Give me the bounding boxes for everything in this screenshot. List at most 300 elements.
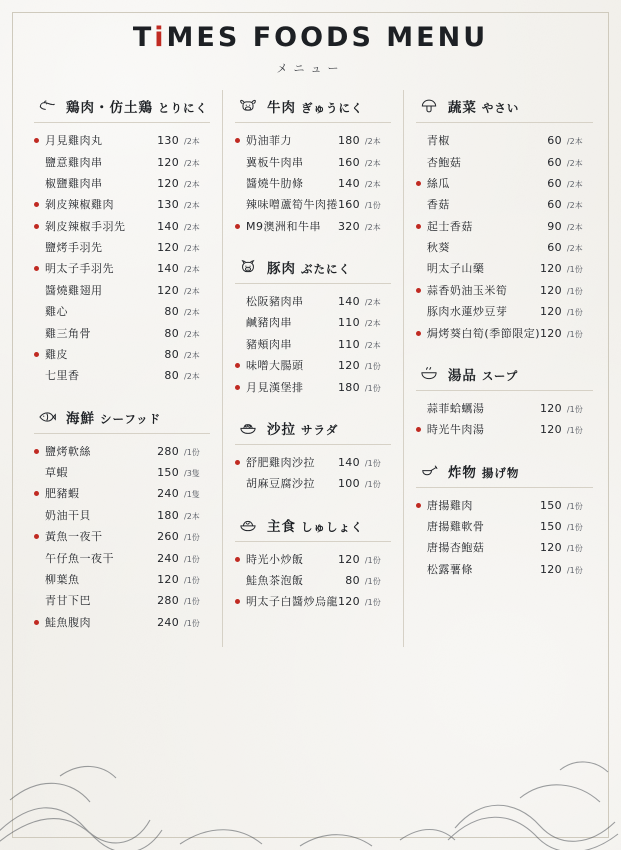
section-title-kana: シーフッド bbox=[100, 411, 162, 426]
item-name: M9澳洲和牛串 bbox=[246, 220, 321, 232]
menu-item[interactable] bbox=[34, 483, 210, 504]
item-unit: /1份 bbox=[364, 362, 381, 372]
bullet-dot-icon bbox=[416, 181, 421, 186]
menu-item[interactable] bbox=[235, 376, 391, 397]
item-name: 雞皮 bbox=[45, 348, 68, 360]
item-price: 60 bbox=[547, 155, 562, 169]
item-name: 剝皮辣椒雞肉 bbox=[45, 199, 114, 211]
item-unit: /2本 bbox=[566, 158, 583, 168]
item-unit: /1份 bbox=[566, 565, 583, 575]
item-name: 月見漢堡排 bbox=[246, 381, 304, 393]
bullet-dot-icon bbox=[34, 202, 39, 207]
menu-item[interactable] bbox=[34, 590, 210, 611]
bullet-dot-icon bbox=[235, 160, 240, 165]
menu-section-鶏肉・仿土鶏 bbox=[34, 90, 210, 387]
item-price: 150 bbox=[540, 498, 562, 512]
item-price: 110 bbox=[338, 337, 360, 351]
pig-icon bbox=[237, 257, 259, 277]
menu-section-沙拉 bbox=[235, 412, 391, 495]
item-name: 椒鹽雞肉串 bbox=[45, 177, 103, 189]
menu-item[interactable] bbox=[235, 130, 391, 151]
item-unit: /1份 bbox=[566, 286, 583, 296]
menu-item[interactable] bbox=[416, 559, 593, 580]
item-unit: /2本 bbox=[184, 511, 200, 521]
bullet-dot-icon bbox=[416, 138, 421, 143]
item-name: 時光牛肉湯 bbox=[426, 424, 485, 436]
rice-icon bbox=[237, 515, 259, 535]
item-unit: /2本 bbox=[364, 298, 381, 308]
item-name: 雞三角骨 bbox=[45, 327, 91, 339]
section-divider bbox=[235, 444, 391, 445]
item-price: 160 bbox=[338, 198, 360, 212]
section-title bbox=[448, 364, 518, 384]
item-name: 時光小炒飯 bbox=[246, 553, 304, 565]
bullet-dot-icon bbox=[34, 138, 39, 143]
section-divider bbox=[416, 487, 593, 488]
item-unit: /1份 bbox=[364, 201, 381, 211]
bullet-dot-icon bbox=[34, 331, 39, 336]
item-name: 柳葉魚 bbox=[45, 573, 80, 585]
item-name: 黃魚一夜干 bbox=[45, 531, 103, 543]
section-title-kana: サラダ bbox=[301, 422, 339, 437]
bullet-dot-icon bbox=[235, 599, 240, 604]
section-header bbox=[235, 509, 391, 541]
chicken-icon bbox=[36, 96, 58, 116]
item-name: 剝皮辣椒手羽先 bbox=[45, 220, 126, 232]
fried-icon bbox=[418, 461, 440, 481]
section-divider bbox=[34, 122, 210, 123]
item-unit: /1份 bbox=[184, 618, 200, 628]
item-unit: /2本 bbox=[566, 201, 583, 211]
menu-item[interactable] bbox=[34, 130, 210, 151]
item-price: 120 bbox=[540, 262, 562, 276]
item-name: 明太子山藥 bbox=[426, 263, 485, 275]
item-name: 草蝦 bbox=[45, 467, 68, 479]
item-price: 80 bbox=[164, 326, 179, 340]
item-name: 鹹豬肉串 bbox=[246, 317, 292, 329]
section-title bbox=[267, 515, 364, 535]
item-price: 120 bbox=[157, 241, 179, 255]
menu-item[interactable] bbox=[416, 537, 593, 558]
bullet-dot-icon bbox=[235, 363, 240, 368]
item-unit: /2本 bbox=[184, 137, 200, 147]
bullet-dot-icon bbox=[416, 427, 421, 432]
section-title-kana: ぶたにく bbox=[301, 261, 351, 276]
item-unit: /1份 bbox=[364, 383, 381, 393]
bullet-dot-icon bbox=[34, 266, 39, 271]
menu-item[interactable] bbox=[34, 151, 210, 172]
menu-item[interactable] bbox=[34, 569, 210, 590]
item-unit: /1份 bbox=[566, 329, 583, 339]
item-price: 240 bbox=[157, 551, 179, 565]
bullet-dot-icon bbox=[34, 160, 39, 165]
section-title-zh: 炸物 bbox=[447, 464, 477, 481]
item-price: 180 bbox=[338, 380, 360, 394]
item-unit: /2本 bbox=[184, 372, 200, 382]
item-name: 絲瓜 bbox=[426, 177, 450, 189]
item-unit: /2本 bbox=[184, 201, 200, 211]
menu-item[interactable] bbox=[34, 258, 210, 279]
section-header bbox=[235, 90, 391, 122]
section-header bbox=[34, 401, 210, 433]
wave-decoration bbox=[0, 740, 621, 850]
item-name: 豬頰肉串 bbox=[246, 338, 292, 350]
item-price: 60 bbox=[547, 134, 562, 148]
item-unit: /2本 bbox=[364, 222, 381, 232]
item-name: 舒肥雞肉沙拉 bbox=[246, 456, 315, 468]
menu-item[interactable] bbox=[34, 547, 210, 568]
item-name: 鹽意雞肉串 bbox=[45, 156, 103, 168]
item-unit: /1份 bbox=[364, 480, 381, 490]
bullet-dot-icon bbox=[416, 245, 421, 250]
bullet-dot-icon bbox=[235, 320, 240, 325]
section-title bbox=[267, 96, 364, 116]
item-name: 起士香菇 bbox=[426, 220, 473, 232]
bullet-dot-icon bbox=[416, 406, 421, 411]
section-header bbox=[235, 251, 391, 283]
item-name: 明太子白醬炒烏龍 bbox=[246, 596, 338, 608]
section-title bbox=[448, 461, 520, 481]
menu-item[interactable] bbox=[235, 173, 391, 194]
menu-item[interactable] bbox=[416, 322, 593, 343]
item-unit: /1份 bbox=[364, 458, 381, 468]
bullet-dot-icon bbox=[235, 481, 240, 486]
item-price: 120 bbox=[157, 572, 179, 586]
bullet-dot-icon bbox=[235, 342, 240, 347]
bullet-dot-icon bbox=[34, 598, 39, 603]
menu-item[interactable] bbox=[416, 280, 593, 301]
menu-item[interactable] bbox=[235, 570, 391, 591]
item-unit: /1份 bbox=[184, 447, 200, 457]
item-price: 80 bbox=[164, 347, 179, 361]
item-name: 味噌大腸頭 bbox=[246, 360, 304, 372]
item-price: 80 bbox=[164, 369, 179, 383]
item-unit: /2本 bbox=[184, 286, 200, 296]
section-title-zh: 海鮮 bbox=[66, 410, 95, 427]
bullet-dot-icon bbox=[235, 299, 240, 304]
menu-item[interactable] bbox=[34, 505, 210, 526]
menu-item[interactable] bbox=[235, 194, 391, 215]
item-name: 青甘下巴 bbox=[45, 595, 91, 607]
bullet-dot-icon bbox=[416, 266, 421, 271]
item-unit: /1份 bbox=[364, 598, 381, 608]
menu-item[interactable] bbox=[235, 334, 391, 355]
menu-item[interactable] bbox=[416, 301, 593, 322]
item-name: 午仔魚一夜干 bbox=[45, 552, 114, 564]
item-unit: /1份 bbox=[184, 554, 200, 564]
menu-item[interactable] bbox=[235, 216, 391, 237]
item-name: 胡麻豆腐沙拉 bbox=[246, 478, 315, 490]
bullet-dot-icon bbox=[34, 245, 39, 250]
menu-item[interactable] bbox=[416, 495, 593, 516]
title-rest: MES FOODS MENU bbox=[166, 22, 489, 53]
section-divider bbox=[416, 390, 593, 391]
item-name: 松露薯條 bbox=[426, 563, 473, 575]
bullet-dot-icon bbox=[416, 224, 421, 229]
item-price: 140 bbox=[157, 262, 179, 276]
menu-item[interactable] bbox=[416, 419, 593, 440]
menu-item[interactable] bbox=[34, 526, 210, 547]
menu-item[interactable] bbox=[416, 216, 593, 237]
menu-item[interactable] bbox=[235, 591, 391, 612]
item-unit: /1份 bbox=[184, 575, 200, 585]
bullet-dot-icon bbox=[34, 534, 39, 539]
item-unit: /2本 bbox=[184, 329, 200, 339]
item-unit: /2本 bbox=[566, 244, 583, 254]
item-price: 280 bbox=[157, 444, 179, 458]
item-unit: /1份 bbox=[566, 523, 583, 533]
item-name: 松阪豬肉串 bbox=[246, 296, 304, 308]
section-title-zh: 沙拉 bbox=[267, 421, 296, 438]
bullet-dot-icon bbox=[416, 160, 421, 165]
menu-section-蔬菜 bbox=[416, 90, 593, 344]
menu-item[interactable] bbox=[235, 291, 391, 312]
item-price: 130 bbox=[157, 198, 179, 212]
item-name: 奶油菲力 bbox=[246, 135, 292, 147]
bullet-dot-icon bbox=[235, 181, 240, 186]
menu-item[interactable] bbox=[34, 237, 210, 258]
menu-section-豚肉 bbox=[235, 251, 391, 398]
bullet-dot-icon bbox=[235, 202, 240, 207]
bullet-dot-icon bbox=[34, 513, 39, 518]
bullet-dot-icon bbox=[235, 578, 240, 583]
menu-item[interactable] bbox=[416, 173, 593, 194]
item-price: 120 bbox=[338, 595, 360, 609]
item-price: 120 bbox=[540, 423, 562, 437]
menu-column-1 bbox=[22, 90, 222, 647]
item-price: 120 bbox=[157, 283, 179, 297]
section-header bbox=[235, 412, 391, 444]
section-header bbox=[416, 455, 593, 487]
item-unit: /2本 bbox=[566, 222, 583, 232]
bullet-dot-icon bbox=[235, 385, 240, 390]
menu-item[interactable] bbox=[235, 549, 391, 570]
cow-icon bbox=[237, 96, 259, 116]
menu-item[interactable] bbox=[235, 355, 391, 376]
menu-item[interactable] bbox=[416, 151, 593, 172]
item-name: 醬燒牛肋條 bbox=[246, 177, 304, 189]
item-price: 120 bbox=[540, 541, 562, 555]
menu-section-湯品 bbox=[416, 358, 593, 441]
item-unit: /1份 bbox=[566, 308, 583, 318]
item-unit: /1份 bbox=[566, 265, 583, 275]
mushroom-icon bbox=[418, 96, 440, 116]
menu-item[interactable] bbox=[416, 237, 593, 258]
menu-item[interactable] bbox=[34, 301, 210, 322]
item-price: 120 bbox=[540, 283, 562, 297]
bullet-dot-icon bbox=[235, 224, 240, 229]
menu-column-3 bbox=[404, 90, 605, 647]
bullet-dot-icon bbox=[416, 331, 421, 336]
section-divider bbox=[34, 433, 210, 434]
item-unit: /3隻 bbox=[184, 469, 200, 479]
salad-icon bbox=[237, 418, 259, 438]
item-name: 唐揚杏鮑菇 bbox=[426, 542, 485, 554]
menu-columns bbox=[22, 90, 599, 647]
menu-item[interactable] bbox=[34, 365, 210, 386]
bullet-dot-icon bbox=[416, 309, 421, 314]
bullet-dot-icon bbox=[416, 524, 421, 529]
menu-item[interactable] bbox=[416, 258, 593, 279]
item-price: 120 bbox=[540, 326, 562, 340]
item-unit: /1份 bbox=[566, 404, 583, 414]
section-header bbox=[34, 90, 210, 122]
item-unit: /2本 bbox=[364, 319, 381, 329]
bullet-dot-icon bbox=[34, 309, 39, 314]
bullet-dot-icon bbox=[34, 449, 39, 454]
section-title bbox=[267, 257, 351, 277]
menu-item[interactable] bbox=[34, 173, 210, 194]
menu-section-牛肉 bbox=[235, 90, 391, 237]
bullet-dot-icon bbox=[34, 577, 39, 582]
menu-item[interactable] bbox=[235, 473, 391, 494]
bullet-dot-icon bbox=[34, 181, 39, 186]
soup-icon bbox=[418, 364, 440, 384]
bullet-dot-icon bbox=[34, 224, 39, 229]
menu-section-炸物 bbox=[416, 455, 593, 581]
item-name: 蒜菲蛤蠣湯 bbox=[426, 402, 485, 414]
section-title bbox=[66, 407, 161, 427]
item-name: 鮭魚茶泡飯 bbox=[246, 575, 304, 587]
item-price: 120 bbox=[540, 305, 562, 319]
item-price: 130 bbox=[157, 134, 179, 148]
item-unit: /1份 bbox=[566, 426, 583, 436]
menu-item[interactable] bbox=[416, 516, 593, 537]
section-title-zh: 湯品 bbox=[447, 367, 477, 384]
menu-item[interactable] bbox=[34, 280, 210, 301]
item-price: 120 bbox=[338, 552, 360, 566]
section-title-kana: スープ bbox=[481, 368, 519, 383]
item-name: 豚肉水蓮炒豆芽 bbox=[426, 306, 508, 318]
item-price: 180 bbox=[338, 134, 360, 148]
item-name: 冀板牛肉串 bbox=[246, 156, 304, 168]
section-header bbox=[416, 90, 593, 122]
bullet-dot-icon bbox=[416, 567, 421, 572]
item-price: 140 bbox=[338, 455, 360, 469]
section-title-kana: しゅしょく bbox=[301, 519, 364, 534]
bullet-dot-icon bbox=[34, 352, 39, 357]
section-header bbox=[416, 358, 593, 390]
menu-item[interactable] bbox=[235, 452, 391, 473]
bullet-dot-icon bbox=[34, 470, 39, 475]
item-name: 七里香 bbox=[45, 370, 80, 382]
item-name: 青椒 bbox=[426, 135, 450, 147]
item-unit: /2本 bbox=[184, 179, 200, 189]
item-name: 杏鮑菇 bbox=[426, 156, 462, 168]
section-title bbox=[448, 96, 520, 116]
title-t: T bbox=[132, 22, 155, 53]
item-name: 辣味噌蘆筍牛肉捲 bbox=[246, 199, 338, 211]
item-name: 明太子手羽先 bbox=[45, 263, 114, 275]
menu-item[interactable] bbox=[34, 216, 210, 237]
item-price: 80 bbox=[345, 574, 360, 588]
item-unit: /1份 bbox=[184, 533, 200, 543]
item-name: 唐揚雞肉 bbox=[426, 499, 473, 511]
section-title-kana: とりにく bbox=[158, 101, 208, 115]
menu-item[interactable] bbox=[235, 151, 391, 172]
item-price: 320 bbox=[338, 219, 360, 233]
item-price: 80 bbox=[164, 305, 179, 319]
item-price: 120 bbox=[157, 176, 179, 190]
menu-item[interactable] bbox=[34, 462, 210, 483]
item-price: 240 bbox=[157, 615, 179, 629]
menu-header bbox=[0, 0, 621, 76]
menu-item[interactable] bbox=[34, 441, 210, 462]
bullet-dot-icon bbox=[235, 138, 240, 143]
item-unit: /2本 bbox=[364, 179, 381, 189]
item-unit: /1隻 bbox=[184, 490, 200, 500]
item-price: 260 bbox=[157, 530, 179, 544]
item-price: 120 bbox=[540, 401, 562, 415]
bullet-dot-icon bbox=[416, 503, 421, 508]
section-divider bbox=[235, 541, 391, 542]
item-unit: /2本 bbox=[364, 158, 381, 168]
menu-item[interactable] bbox=[34, 612, 210, 633]
menu-item[interactable] bbox=[34, 344, 210, 365]
bullet-dot-icon bbox=[34, 556, 39, 561]
menu-section-海鮮 bbox=[34, 401, 210, 633]
menu-item[interactable] bbox=[235, 312, 391, 333]
menu-item[interactable] bbox=[416, 130, 593, 151]
item-name: 鹽烤手羽先 bbox=[45, 242, 103, 254]
item-name: 鮭魚腹肉 bbox=[45, 616, 91, 628]
menu-column-2 bbox=[222, 90, 404, 647]
item-unit: /2本 bbox=[184, 222, 200, 232]
item-unit: /2本 bbox=[184, 244, 200, 254]
item-price: 150 bbox=[157, 466, 179, 480]
fish-icon bbox=[36, 407, 58, 427]
item-unit: /2本 bbox=[364, 340, 381, 350]
page-title bbox=[133, 22, 488, 53]
item-name: 鹽烤軟絲 bbox=[45, 445, 91, 457]
item-name: 秋葵 bbox=[426, 242, 450, 254]
section-title bbox=[267, 418, 338, 438]
menu-item[interactable] bbox=[34, 194, 210, 215]
bullet-dot-icon bbox=[34, 620, 39, 625]
item-name: 奶油干貝 bbox=[45, 509, 91, 521]
bullet-dot-icon bbox=[34, 373, 39, 378]
item-name: 唐揚雞軟骨 bbox=[426, 521, 485, 533]
item-name: 肥豬蝦 bbox=[45, 488, 80, 500]
item-price: 160 bbox=[338, 155, 360, 169]
item-unit: /1份 bbox=[566, 544, 583, 554]
item-price: 120 bbox=[157, 155, 179, 169]
bullet-dot-icon bbox=[235, 460, 240, 465]
item-price: 110 bbox=[338, 316, 360, 330]
item-price: 120 bbox=[540, 562, 562, 576]
bullet-dot-icon bbox=[34, 491, 39, 496]
item-name: 月見雞肉丸 bbox=[45, 135, 103, 147]
menu-item[interactable] bbox=[34, 322, 210, 343]
item-unit: /2本 bbox=[566, 179, 583, 189]
item-name: 焗烤葵白筍(季節限定) bbox=[426, 327, 540, 339]
section-title-kana: ぎゅうにく bbox=[301, 101, 364, 115]
menu-item[interactable] bbox=[416, 194, 593, 215]
section-title-zh: 主食 bbox=[267, 518, 296, 535]
item-price: 90 bbox=[547, 219, 562, 233]
section-divider bbox=[235, 122, 391, 123]
bullet-dot-icon bbox=[235, 557, 240, 562]
section-title-kana: やさい bbox=[481, 101, 520, 115]
item-price: 120 bbox=[338, 359, 360, 373]
menu-item[interactable] bbox=[416, 398, 593, 419]
item-price: 140 bbox=[338, 176, 360, 190]
item-name: 雞心 bbox=[45, 306, 68, 318]
page-subtitle: メニュー bbox=[276, 62, 345, 75]
section-title-zh: 鶏肉・仿土鶏 bbox=[66, 100, 153, 116]
item-price: 150 bbox=[540, 520, 562, 534]
item-unit: /1份 bbox=[566, 501, 583, 511]
